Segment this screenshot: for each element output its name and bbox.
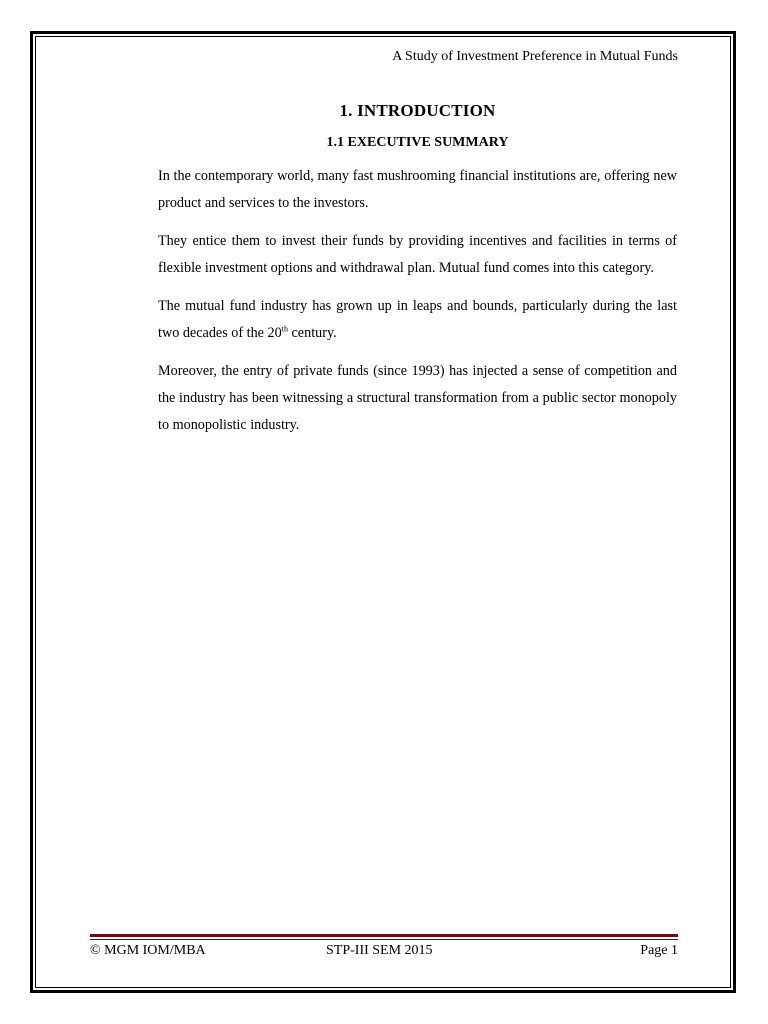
footer-course: STP-III SEM 2015	[326, 943, 433, 958]
running-header: A Study of Investment Preference in Mutual Funds	[392, 49, 678, 64]
paragraph-3-text: The mutual fund industry has grown up in leaps and bounds, particularly during the last two decades of the 20	[158, 298, 677, 341]
section-title: 1.1 EXECUTIVE SUMMARY	[326, 135, 509, 150]
paragraph-2: They entice them to invest their funds by providing incentives and facilities in terms of flexible investment options and withdrawal plan. Mutual fund comes into this category.	[158, 233, 677, 276]
paragraph-3-text-end: century.	[287, 325, 337, 341]
ordinal-superscript: th	[281, 324, 288, 334]
chapter-title: 1. INTRODUCTION	[339, 101, 496, 120]
paragraph-3	[158, 293, 677, 347]
footer-copyright: © MGM IOM/MBA	[90, 943, 206, 958]
footer-page-number: Page 1	[640, 943, 678, 958]
footer-rule-thick	[90, 934, 678, 937]
footer-rule-thin	[90, 939, 678, 940]
paragraph-4: Moreover, the entry of private funds (since 1993) has injected a sense of competition and the industry has been witnessing a structural transformation from a public sector monopoly to monopolistic industry.	[158, 363, 677, 433]
body-text	[158, 163, 677, 450]
paragraph-1: In the contemporary world, many fast mushrooming financial institutions are, offering new product and services to the investors.	[158, 168, 677, 211]
footer	[90, 942, 678, 962]
